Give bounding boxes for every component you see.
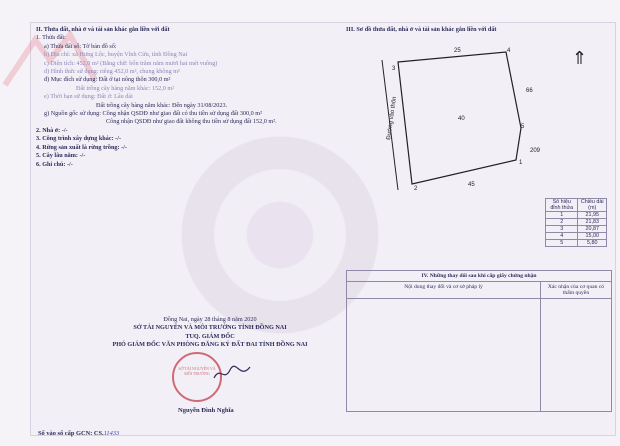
changes-table: [346, 270, 612, 412]
length-header: Chiều dài (m): [578, 199, 607, 212]
signer-name: Nguyễn Đình Nghĩa: [178, 407, 234, 414]
table-row: 2 21,83: [546, 219, 607, 226]
vertex-header: Số hiệu đỉnh thửa: [546, 199, 578, 212]
authorization: TUQ. GIÁM ĐỐC: [185, 332, 235, 340]
serial-label: Số vào sổ cấp GCN: CS.: [38, 430, 104, 437]
changes-header: [347, 282, 611, 299]
serial-number: [38, 430, 119, 437]
usage-form-line: d) Hình thức sử dụng: riêng 452,0 m², chung không m²: [44, 68, 180, 76]
parcel-number-40: 40: [458, 116, 465, 122]
neighbor-66: 66: [526, 88, 533, 94]
neighbor-25: 25: [454, 48, 461, 54]
term-line: e) Thời hạn sử dụng: Đất ở: Lâu dài: [44, 93, 133, 101]
handwritten-signature: [212, 364, 252, 382]
purpose-line: đ) Mục đích sử dụng: Đất ở tại nông thôn 300,0 m²: [44, 76, 171, 84]
section-title: II. Thửa đất, nhà ở và tài sản khác gắn liền với đất: [36, 26, 170, 33]
changes-content-header: Nội dung thay đổi và cơ sở pháp lý: [347, 282, 541, 298]
signer-title: PHÓ GIÁM ĐỐC VĂN PHÒNG ĐĂNG KÝ ĐẤT ĐAI TỈNH ĐỒNG NAI: [112, 341, 308, 349]
table-row: 5 5,80: [546, 240, 607, 247]
changes-content-cell: [347, 299, 541, 411]
north-arrow-icon: ⇑: [572, 48, 588, 69]
map-section-header: [346, 26, 608, 33]
table-row: 4 15,00: [546, 233, 607, 240]
changes-confirm-cell: [541, 299, 611, 411]
origin-line-2: Công nhận QSDĐ như giao đất không thu tiền sử dụng đất 152,0 m².: [106, 118, 277, 126]
construction-item: 3. Công trình xây dựng khác: -/-: [36, 135, 122, 143]
map-section-title: III. Sơ đồ thửa đất, nhà ở và tài sản khác gắn liền với đất: [346, 26, 497, 33]
purpose-line-2: Đất trồng cây hàng năm khác: 152,0 m²: [76, 84, 175, 92]
vertex-5: 5: [521, 124, 525, 130]
vertex-1: 1: [519, 160, 523, 166]
house-item: 2. Nhà ở: -/-: [36, 126, 68, 134]
vertex-3: 3: [392, 66, 396, 72]
vertex-4: 4: [507, 48, 511, 54]
notes-item: 6. Ghi chú: -/-: [36, 160, 73, 168]
changes-confirm-header: Xác nhận của cơ quan có thẩm quyền: [547, 284, 605, 296]
parcel-map: [346, 40, 566, 210]
org-name: SỞ TÀI NGUYÊN VÀ MÔI TRƯỜNG TỈNH ĐỒNG NAI: [133, 324, 287, 332]
area-line: c) Diện tích: 452,0 m² (Bằng chữ: bốn trăm năm mươi hai mét vuông): [44, 59, 218, 67]
edge-length-table: [545, 198, 607, 247]
road-label: Đường vào thôn: [386, 96, 399, 141]
forest-item: 4. Rừng sản xuất là rừng trồng: -/-: [36, 143, 127, 151]
term-line-2: Đất trồng cây hàng năm khác: Đến ngày 31/08/2023.: [96, 101, 228, 109]
perennial-item: 5. Cây lâu năm: -/-: [36, 152, 86, 160]
neighbor-45: 45: [468, 182, 475, 188]
serial-value: 11433: [103, 430, 120, 437]
stamp-text: SỞ TÀI NGUYÊN VÀ MÔI TRƯỜNG: [178, 366, 216, 376]
origin-line: g) Nguồn gốc sử dụng: Công nhận QSDĐ như giao đất có thu tiền sử dụng đất 300,0 m²: [44, 110, 262, 118]
land-info-section: [36, 26, 336, 169]
changes-body: [347, 299, 611, 411]
signature-block: [90, 316, 330, 350]
changes-title: IV. Những thay đổi sau khi cấp giấy chứng nhận: [347, 271, 611, 282]
address-line: b) Địa chỉ: xã Hưng Lộc, huyện Vĩnh Cửu, tỉnh Đồng Nai: [44, 51, 188, 59]
vertex-2: 2: [414, 186, 418, 192]
table-row: 3 20,87: [546, 226, 607, 233]
neighbor-209: 209: [530, 148, 541, 154]
table-row: 1 21,95: [546, 212, 607, 219]
parcel-number-line: a) Thửa đất số: Tờ bản đồ số:: [44, 42, 117, 50]
place-date: Đồng Nai, ngày 28 tháng 8 năm 2020: [163, 316, 257, 323]
land-parcel-heading: 1. Thửa đất:: [36, 34, 66, 42]
